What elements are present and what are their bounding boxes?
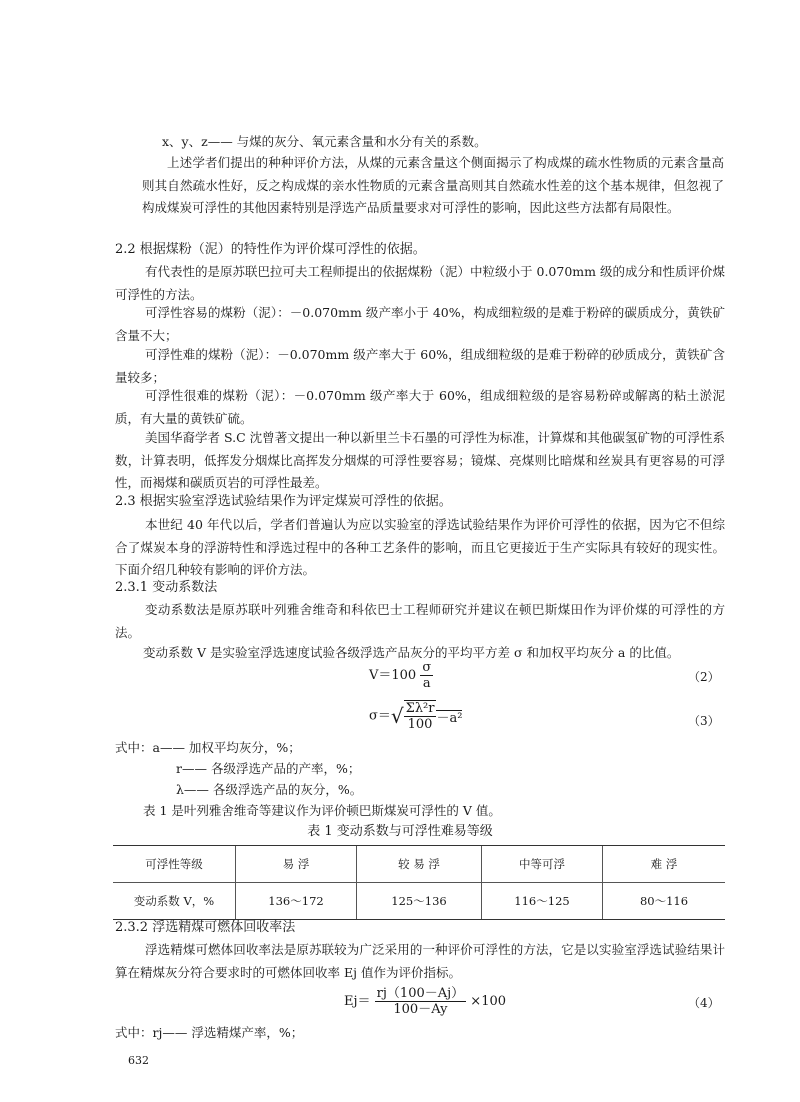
equation-2-lhs: V＝100 <box>369 668 417 683</box>
equation-3: σ＝√ $\frac{\text{Σλ²r}}{100}$ －a² <box>369 701 463 732</box>
table-header-cell: 易 浮 <box>236 846 357 883</box>
where-lambda: λ—— 各级浮选产品的灰分，%。 <box>176 782 363 797</box>
equation-4-numerator: rj（100－Aj） <box>376 986 465 1001</box>
table-header-row <box>113 846 725 883</box>
section-2-3-2-heading: 2.3.2 浮选精煤可燃体回收率法 <box>115 920 296 935</box>
variation-coefficient-table <box>113 845 725 920</box>
paragraph-very-hard-float: 可浮性很难的煤粉（泥）：－0.070mm 级产率大于 60%，组成细粒级的是容易粉碎或解离的粘土淤泥质，有大量的黄铁矿硫。 <box>115 388 725 426</box>
equation-3-denominator: 100 <box>407 717 433 732</box>
table-header-cell: 中等可浮 <box>482 846 603 883</box>
page-number: 632 <box>128 1054 149 1067</box>
table-cell: 116～125 <box>482 883 603 920</box>
paragraph-variation-coefficient: 变动系数 V 是实验室浮选速度试验各级浮选产品灰分的平均平方差 σ 和加权平均灰分 a 的比值。 <box>143 645 680 660</box>
equation-3-tail: －a² <box>436 710 463 726</box>
equation-2-number: （2） <box>688 670 720 684</box>
paragraph-2-3-2: 浮选精煤可燃体回收率法是原苏联较为广泛采用的一种评价可浮性的方法，它是以实验室浮选试验结果计算在精煤灰分符合要求时的可燃体回收率 Ej 值作为评价指标。 <box>115 942 725 980</box>
paragraph-hard-float: 可浮性难的煤粉（泥）：－0.070mm 级产率大于 60%，组成细粒级的是难于粉碎的砂质成分，黄铁矿含量较多； <box>115 347 725 385</box>
equation-2-numerator: σ <box>422 660 432 675</box>
equation-4 <box>344 986 506 1017</box>
section-2-2-heading: 2.2 根据煤粉（泥）的特性作为评价煤可浮性的依据。 <box>115 242 426 257</box>
paragraph-2-3-1: 变动系数法是原苏联叶列雅舍维奇和科依巴士工程师研究并建议在顿巴斯煤田作为评价煤的可浮性的方法。 <box>115 602 725 640</box>
where-r: r—— 各级浮选产品的产率，%； <box>176 761 361 776</box>
table-1-caption: 表 1 变动系数与可浮性难易等级 <box>307 824 493 839</box>
table-cell: 80～116 <box>603 883 726 920</box>
paragraph-2-2-intro: 有代表性的是原苏联巴拉可夫工程师提出的依据煤粉（泥）中粒级小于 0.070mm 级的成分和性质评价煤可浮性的方法。 <box>115 264 725 302</box>
equation-4-number: （4） <box>688 996 720 1010</box>
table-header-cell: 可浮性等级 <box>113 846 236 883</box>
equation-3-lhs: σ＝ <box>369 708 391 724</box>
paragraph-table-reference: 表 1 是叶列雅舍维奇等建议作为评价顿巴斯煤炭可浮性的 V 值。 <box>143 803 501 818</box>
where-rj: 式中：rj—— 浮选精煤产率，%； <box>115 1025 304 1040</box>
equation-3-numerator: Σλ²r <box>405 701 435 716</box>
table-header-cell: 较 易 浮 <box>357 846 482 883</box>
section-2-3-heading: 2.3 根据实验室浮选试验结果作为评定煤炭可浮性的依据。 <box>115 494 452 509</box>
equation-4-tail: ×100 <box>470 994 507 1009</box>
equation-2-denominator: a <box>422 676 431 691</box>
equation-4-lhs: Ej＝ <box>344 994 371 1009</box>
section-2-3-1-heading: 2.3.1 变动系数法 <box>115 580 218 595</box>
table-cell: 125～136 <box>357 883 482 920</box>
table-header-cell: 难 浮 <box>603 846 726 883</box>
paragraph-summary: 上述学者们提出的种种评价方法，从煤的元素含量这个侧面揭示了构成煤的疏水性物质的元素含量高则其自然疏水性好，反之构成煤的亲水性物质的元素含量高则其自然疏水性差的这个基本规律，但忽视了构成煤炭可浮性的其他因素特别是浮选产品质量要求对可浮性的影响，因此这些方法都有局限性。 <box>142 155 724 216</box>
paragraph-shen-method: 美国华裔学者 S.C 沈曾著文提出一种以新里兰卡石墨的可浮性为标准，计算煤和其他碳氢矿物的可浮性系数，计算表明，低挥发分烟煤比高挥发分烟煤的可浮性要容易；镜煤、亮煤则比暗煤和丝炭具有更容易的可浮性，而褐煤和碳质页岩的可浮性最差。 <box>115 430 725 491</box>
table-cell: 136～172 <box>236 883 357 920</box>
paragraph-easy-float: 可浮性容易的煤粉（泥）：－0.070mm 级产率小于 40%，构成细粒级的是难于粉碎的碳质成分，黄铁矿含量不大； <box>115 305 725 343</box>
table-cell: 变动系数 V，% <box>113 883 236 920</box>
paragraph-2-3-intro: 本世纪 40 年代以后，学者们普遍认为应以实验室的浮选试验结果作为评价可浮性的依据，因为它不但综合了煤炭本身的浮游特性和浮选过程中的各种工艺条件的影响，而且它更接近于生产实际具有较好的现实性。下面介绍几种较有影响的评价方法。 <box>115 517 725 578</box>
equation-2 <box>369 660 433 691</box>
table-row <box>113 883 725 920</box>
equation-3-number: （3） <box>688 714 720 728</box>
line-xyz: x、y、z—— 与煤的灰分、氧元素含量和水分有关的系数。 <box>162 134 487 149</box>
equation-4-denominator: 100－Ay <box>393 1002 448 1017</box>
where-a: 式中：a—— 加权平均灰分，%； <box>115 740 301 755</box>
